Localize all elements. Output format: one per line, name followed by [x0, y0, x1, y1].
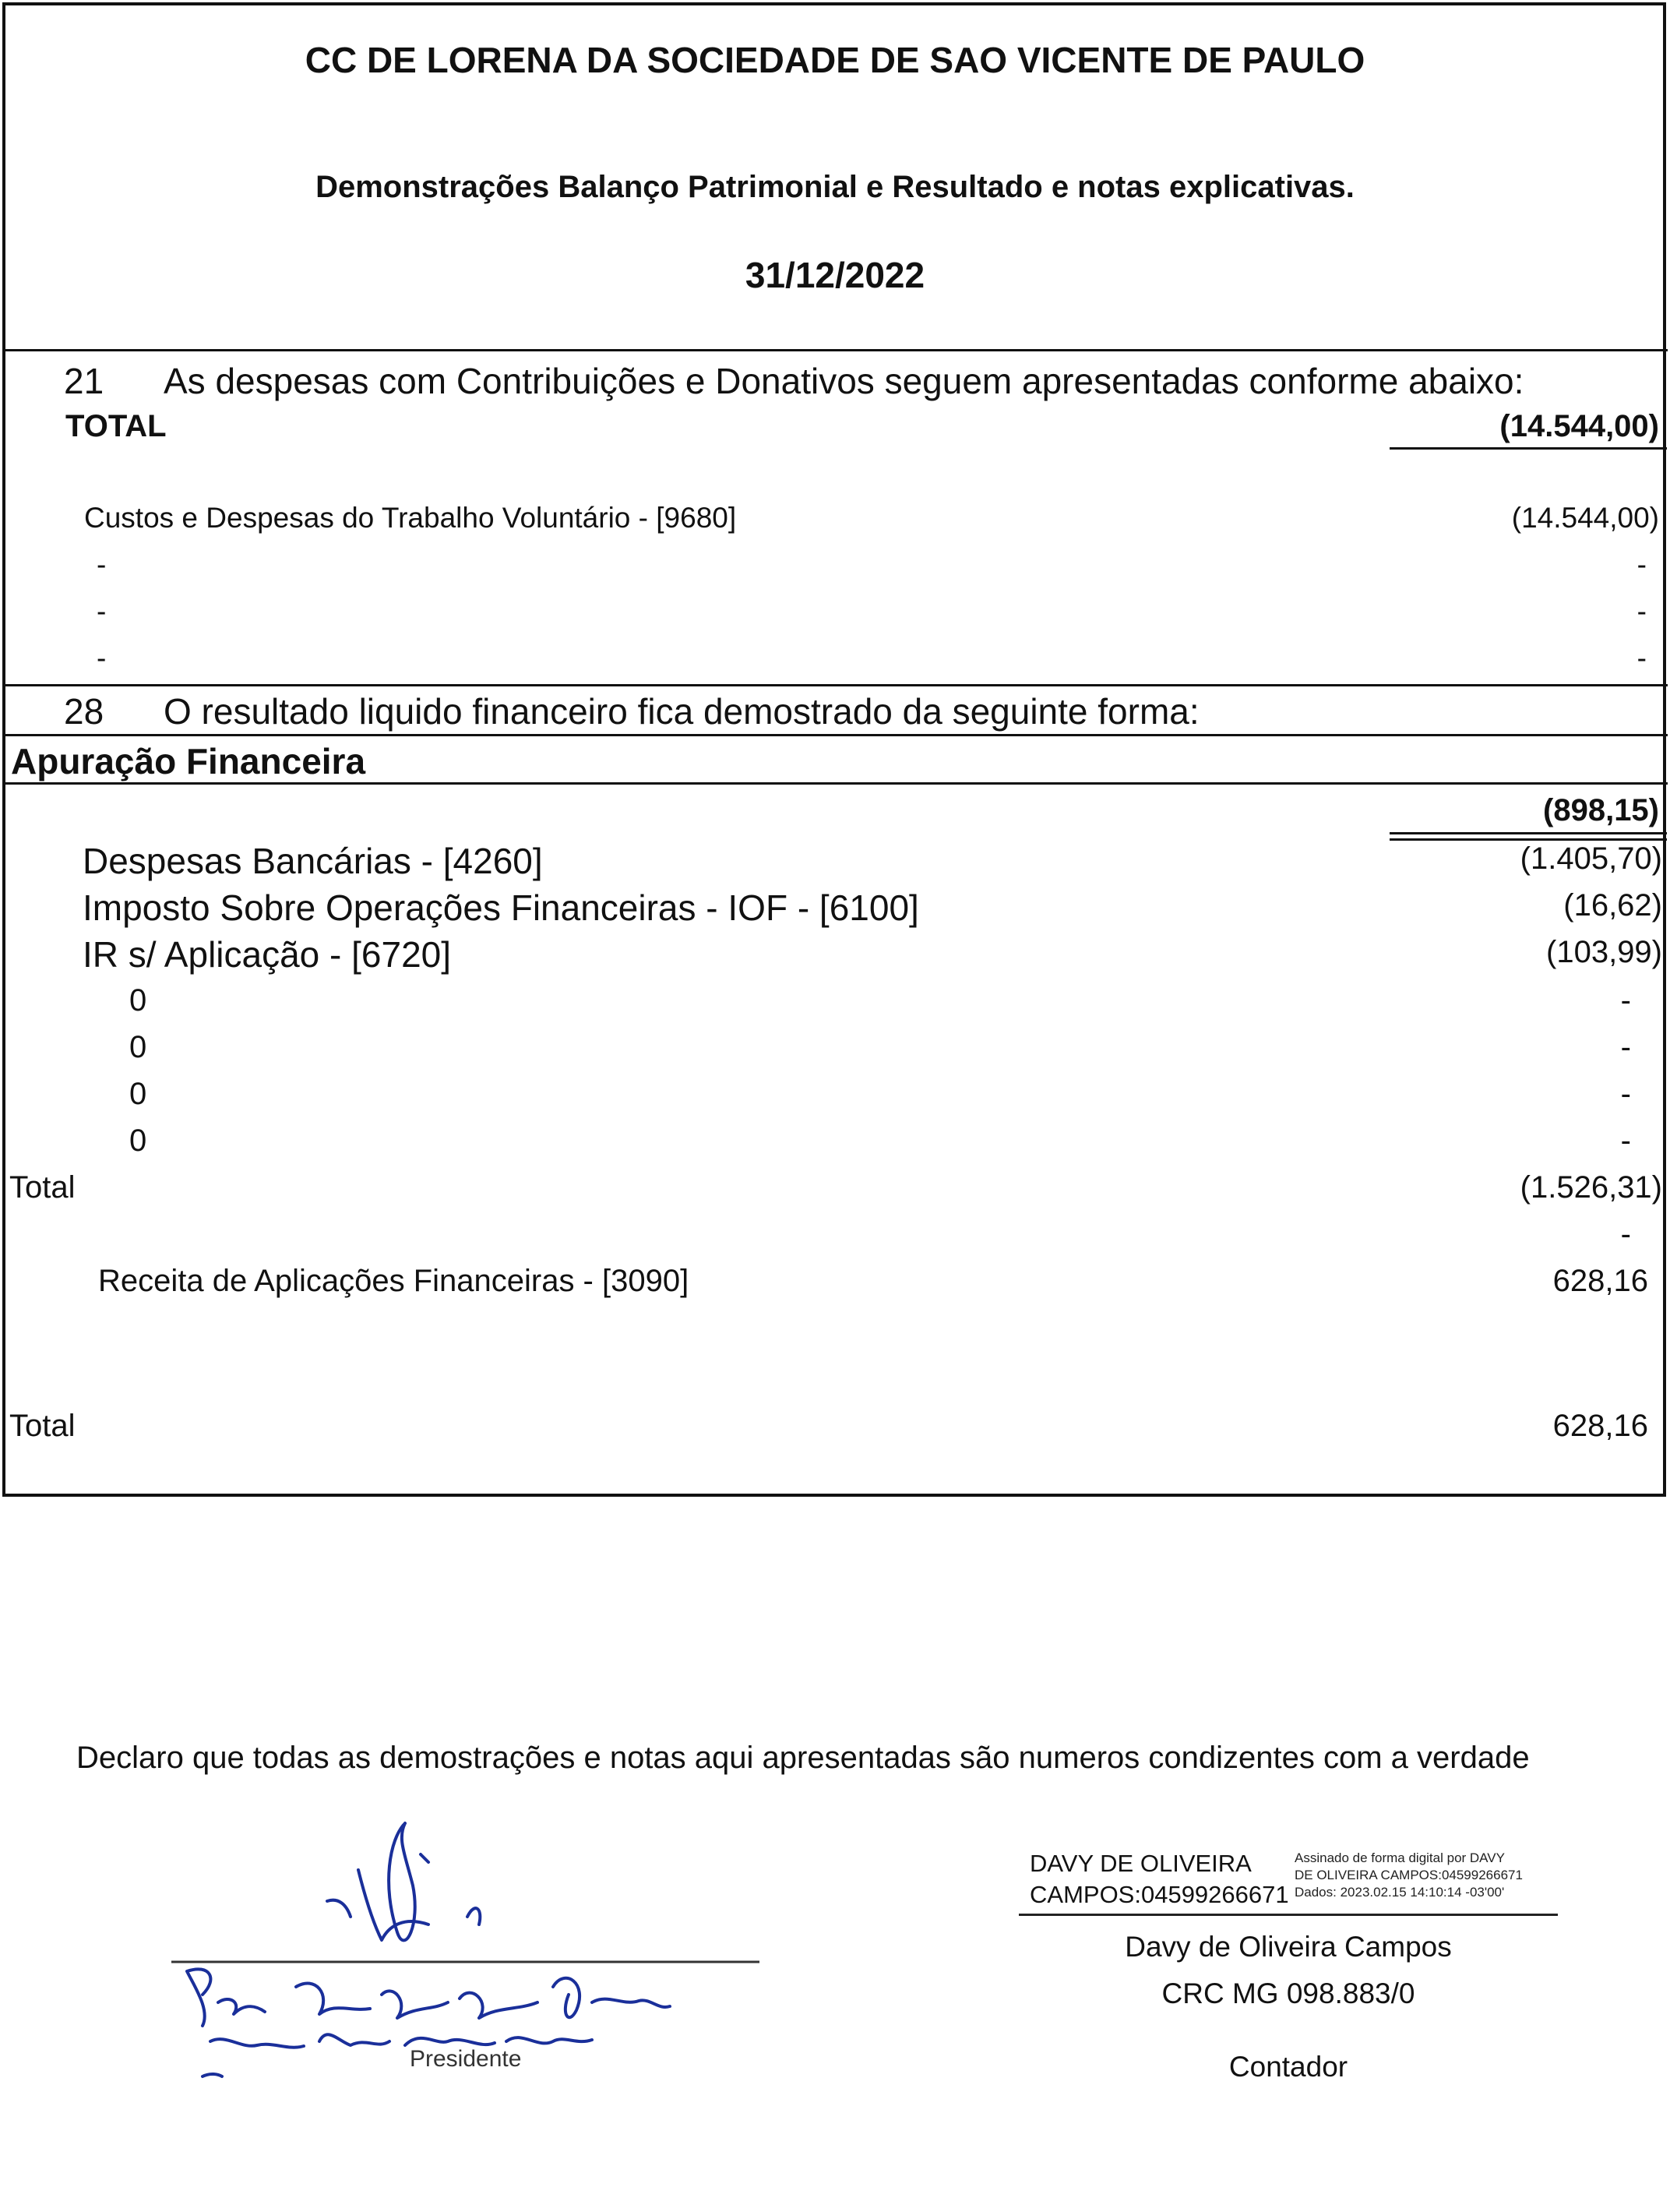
document-date: 31/12/2022: [745, 255, 925, 295]
net-result-double-underline: [1390, 838, 1667, 841]
expense-row-label: 0: [129, 1030, 147, 1064]
expense-row-value: (103,99): [1546, 935, 1662, 969]
note21-row-label: -: [97, 595, 107, 627]
net-result-underline: [1390, 832, 1667, 834]
note21-row-value: -: [1637, 642, 1647, 674]
note21-total-underline: [1390, 447, 1667, 450]
expense-row-value: -: [1620, 983, 1631, 1018]
income-total-label: Total: [9, 1409, 76, 1443]
header-divider: [2, 349, 1668, 351]
expense-row-label: 0: [129, 1077, 147, 1111]
note21-total-label: TOTAL: [65, 409, 167, 443]
note21-heading: As despesas com Contribuições e Donativos seguem apresentadas conforme abaixo:: [164, 361, 1524, 401]
note21-row-value: -: [1637, 549, 1647, 580]
expense-row-label: 0: [129, 1124, 147, 1158]
declaration-text: Declaro que todas as demostrações e notas aqui apresentadas são numeros condizentes com a verdade: [76, 1741, 1530, 1775]
note28-number: 28: [64, 691, 104, 732]
expense-row-value: -: [1620, 1077, 1631, 1111]
note21-row-label: -: [97, 549, 107, 580]
digital-signature-detail-line2: DE OLIVEIRA CAMPOS:04599266671: [1295, 1868, 1523, 1882]
accountant-signature-line: [1019, 1914, 1558, 1916]
note21-row-label: -: [97, 642, 107, 674]
note21-divider: [2, 684, 1668, 686]
digital-signature-name-line2: CAMPOS:04599266671: [1030, 1881, 1289, 1908]
net-financial-result: (898,15): [1543, 793, 1659, 827]
note21-row-value: -: [1637, 595, 1647, 627]
expense-row-value: (1.405,70): [1520, 841, 1662, 876]
income-row-label: Receita de Aplicações Financeiras - [3090]: [98, 1264, 689, 1298]
note21-row-label: Custos e Despesas do Trabalho Voluntário - [9680]: [84, 502, 737, 534]
expense-row-value: -: [1620, 1124, 1631, 1158]
note28-heading-divider: [2, 734, 1668, 736]
digital-signature-name-line1: DAVY DE OLIVEIRA: [1030, 1850, 1252, 1877]
expense-row-label: Imposto Sobre Operações Financeiras - IOF - [6100]: [83, 887, 919, 928]
section-title: Apuração Financeira: [11, 741, 366, 781]
accountant-crc: CRC MG 098.883/0: [1161, 1977, 1415, 2009]
digital-signature-details: [1295, 1850, 1523, 1901]
digital-signature-detail-line1: Assinado de forma digital por DAVY: [1295, 1850, 1505, 1865]
president-role: Presidente: [410, 2046, 522, 2072]
spacer-dash: -: [1620, 1217, 1631, 1251]
section-title-divider: [2, 782, 1668, 785]
note21-row-value: (14.544,00): [1511, 502, 1659, 534]
income-total-value: 628,16: [1552, 1409, 1648, 1443]
expense-row-label: IR s/ Aplicação - [6720]: [83, 934, 452, 975]
expense-row-value: -: [1620, 1030, 1631, 1064]
expense-total-label: Total: [9, 1170, 76, 1205]
expense-row-value: (16,62): [1563, 888, 1662, 923]
income-row-value: 628,16: [1552, 1264, 1648, 1298]
org-title: CC DE LORENA DA SOCIEDADE DE SAO VICENTE DE PAULO: [305, 40, 1365, 80]
accountant-role: Contador: [1228, 2051, 1348, 2083]
digital-signature-detail-line3: Dados: 2023.02.15 14:10:14 -03'00': [1295, 1885, 1505, 1900]
expense-row-label: Despesas Bancárias - [4260]: [83, 841, 543, 881]
digital-signature-name: [1030, 1848, 1289, 1910]
note21-total-value: (14.544,00): [1499, 409, 1659, 443]
note21-number: 21: [64, 361, 104, 401]
expense-row-label: 0: [129, 983, 147, 1018]
document-subtitle: Demonstrações Balanço Patrimonial e Resultado e notas explicativas.: [315, 170, 1355, 204]
note28-heading: O resultado liquido financeiro fica demostrado da seguinte forma:: [164, 691, 1200, 732]
accountant-name: Davy de Oliveira Campos: [1125, 1931, 1452, 1963]
expense-total-value: (1.526,31): [1520, 1170, 1662, 1205]
